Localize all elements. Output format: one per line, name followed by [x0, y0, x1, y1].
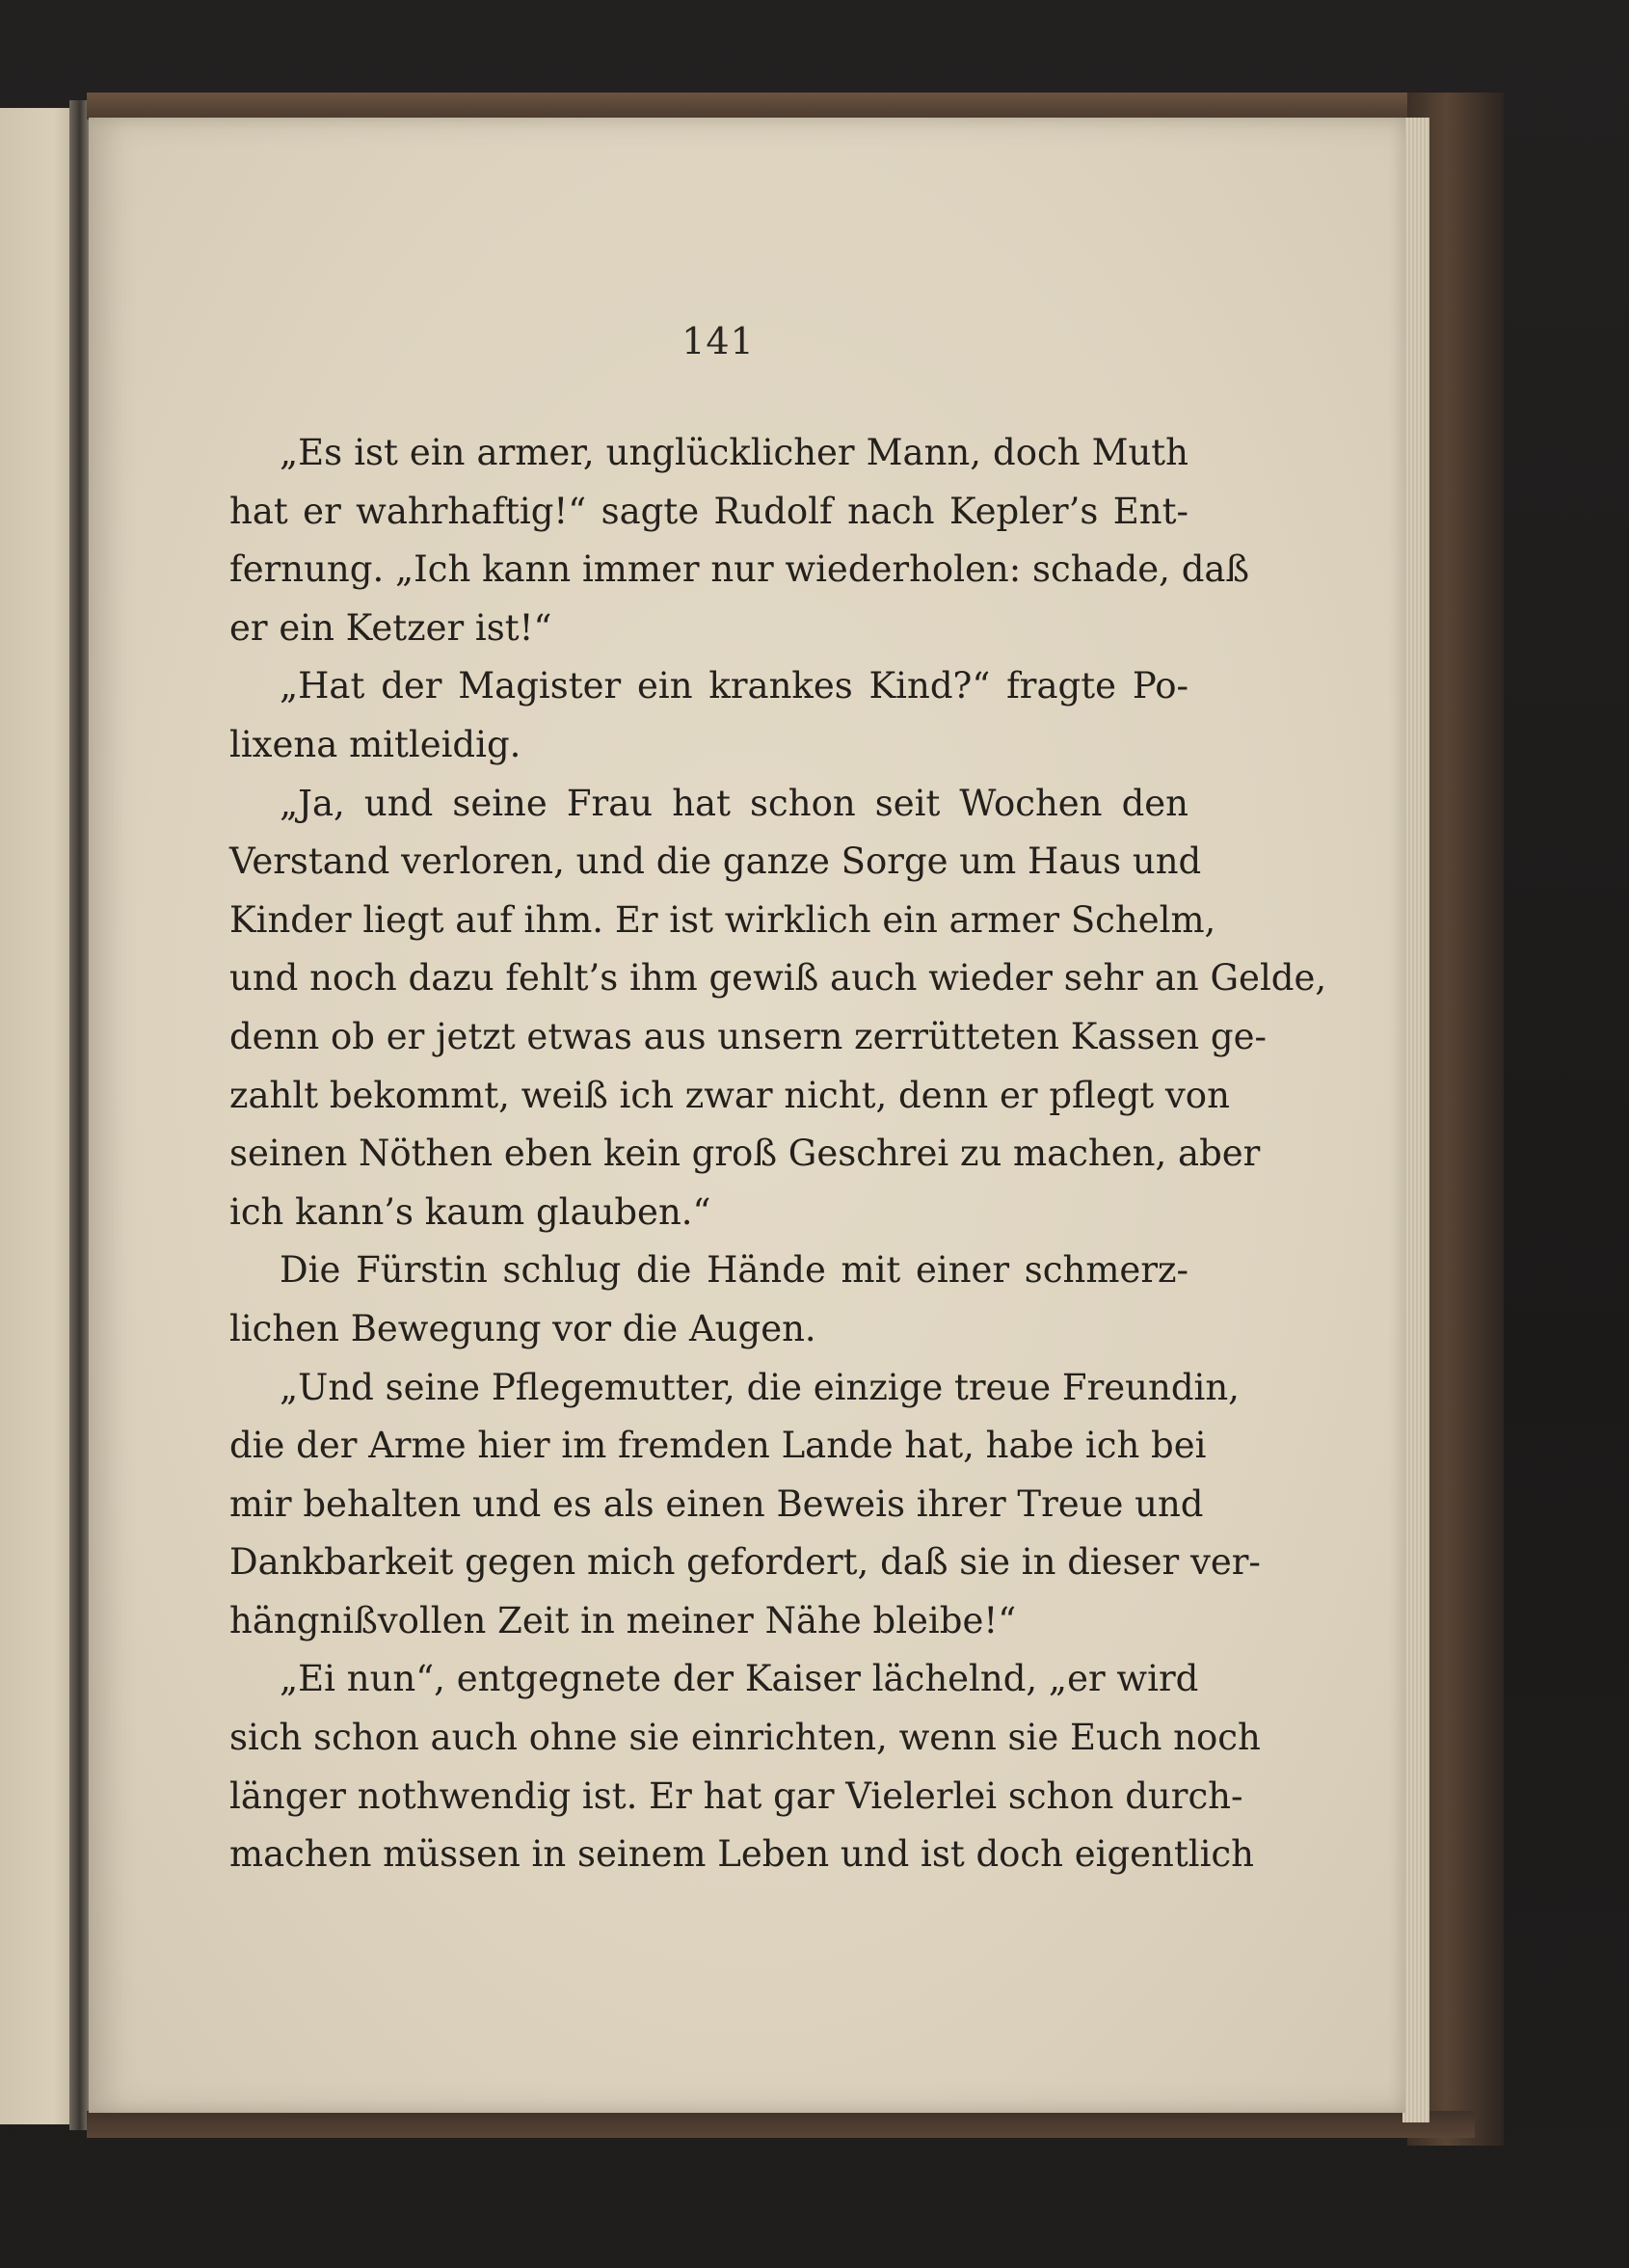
text-line: Die Fürstin schlug die Hände mit einer schmerz- — [280, 1249, 1188, 1292]
facing-page-edge — [0, 108, 77, 2124]
text-line: „Hat der Magister ein krankes Kind?“ fragte Po- — [280, 665, 1188, 707]
text-line: „Und seine Pflegemutter, die einzige treue Freundin, — [280, 1366, 1240, 1408]
book-cover-bottom-edge — [87, 2111, 1475, 2138]
text-line: „Ja, und seine Frau hat schon seit Wochen den — [280, 782, 1188, 824]
text-line: lichen Bewegung vor die Augen. — [229, 1307, 816, 1349]
book-gutter — [69, 100, 91, 2130]
book-cover-top-edge — [87, 93, 1455, 120]
text-line: denn ob er jetzt etwas aus unsern zerrütteten Kassen ge- — [229, 1015, 1267, 1057]
text-line: ich kann’s kaum glauben.“ — [229, 1190, 711, 1233]
text-line: hat er wahrhaftig!“ sagte Rudolf nach Kepler’s Ent- — [229, 490, 1188, 532]
text-line: lixena mitleidig. — [229, 723, 521, 765]
text-line: sich schon auch ohne sie einrichten, wenn sie Euch noch — [229, 1717, 1261, 1759]
text-line: mir behalten und es als einen Beweis ihrer Treue und — [229, 1482, 1204, 1525]
text-line: er ein Ketzer ist!“ — [229, 606, 552, 649]
text-line: „Es ist ein armer, unglücklicher Mann, doch Muth — [280, 432, 1188, 473]
text-line: zahlt bekommt, weiß ich zwar nicht, denn er pflegt von — [229, 1074, 1230, 1116]
text-line: fernung. „Ich kann immer nur wiederholen: schade, daß — [229, 548, 1250, 591]
text-line: Dankbarkeit gegen mich gefordert, daß sie in dieser ver- — [229, 1541, 1261, 1584]
text-line: „Ei nun“, entgegnete der Kaiser lächelnd, „er wird — [280, 1658, 1199, 1700]
text-line: die der Arme hier im fremden Lande hat, habe ich bei — [229, 1425, 1207, 1467]
text-line: hängnißvollen Zeit in meiner Nähe bleibe!“ — [229, 1599, 1017, 1641]
text-line: und noch dazu fehlt’s ihm gewiß auch wieder sehr an Gelde, — [229, 957, 1327, 1000]
body-text — [229, 424, 1327, 1884]
page-number: 141 — [681, 320, 755, 362]
text-line: machen müssen in seinem Leben und ist doch eigentlich — [229, 1833, 1254, 1876]
text-line: länger nothwendig ist. Er hat gar Vielerlei schon durch- — [229, 1774, 1243, 1817]
text-line: Kinder liegt auf ihm. Er ist wirklich ein armer Schelm, — [229, 898, 1216, 941]
text-line: seinen Nöthen eben kein groß Geschrei zu machen, aber — [229, 1133, 1261, 1175]
page-stack-edges — [1402, 118, 1429, 2122]
text-line: Verstand verloren, und die ganze Sorge um Haus und — [229, 840, 1202, 883]
